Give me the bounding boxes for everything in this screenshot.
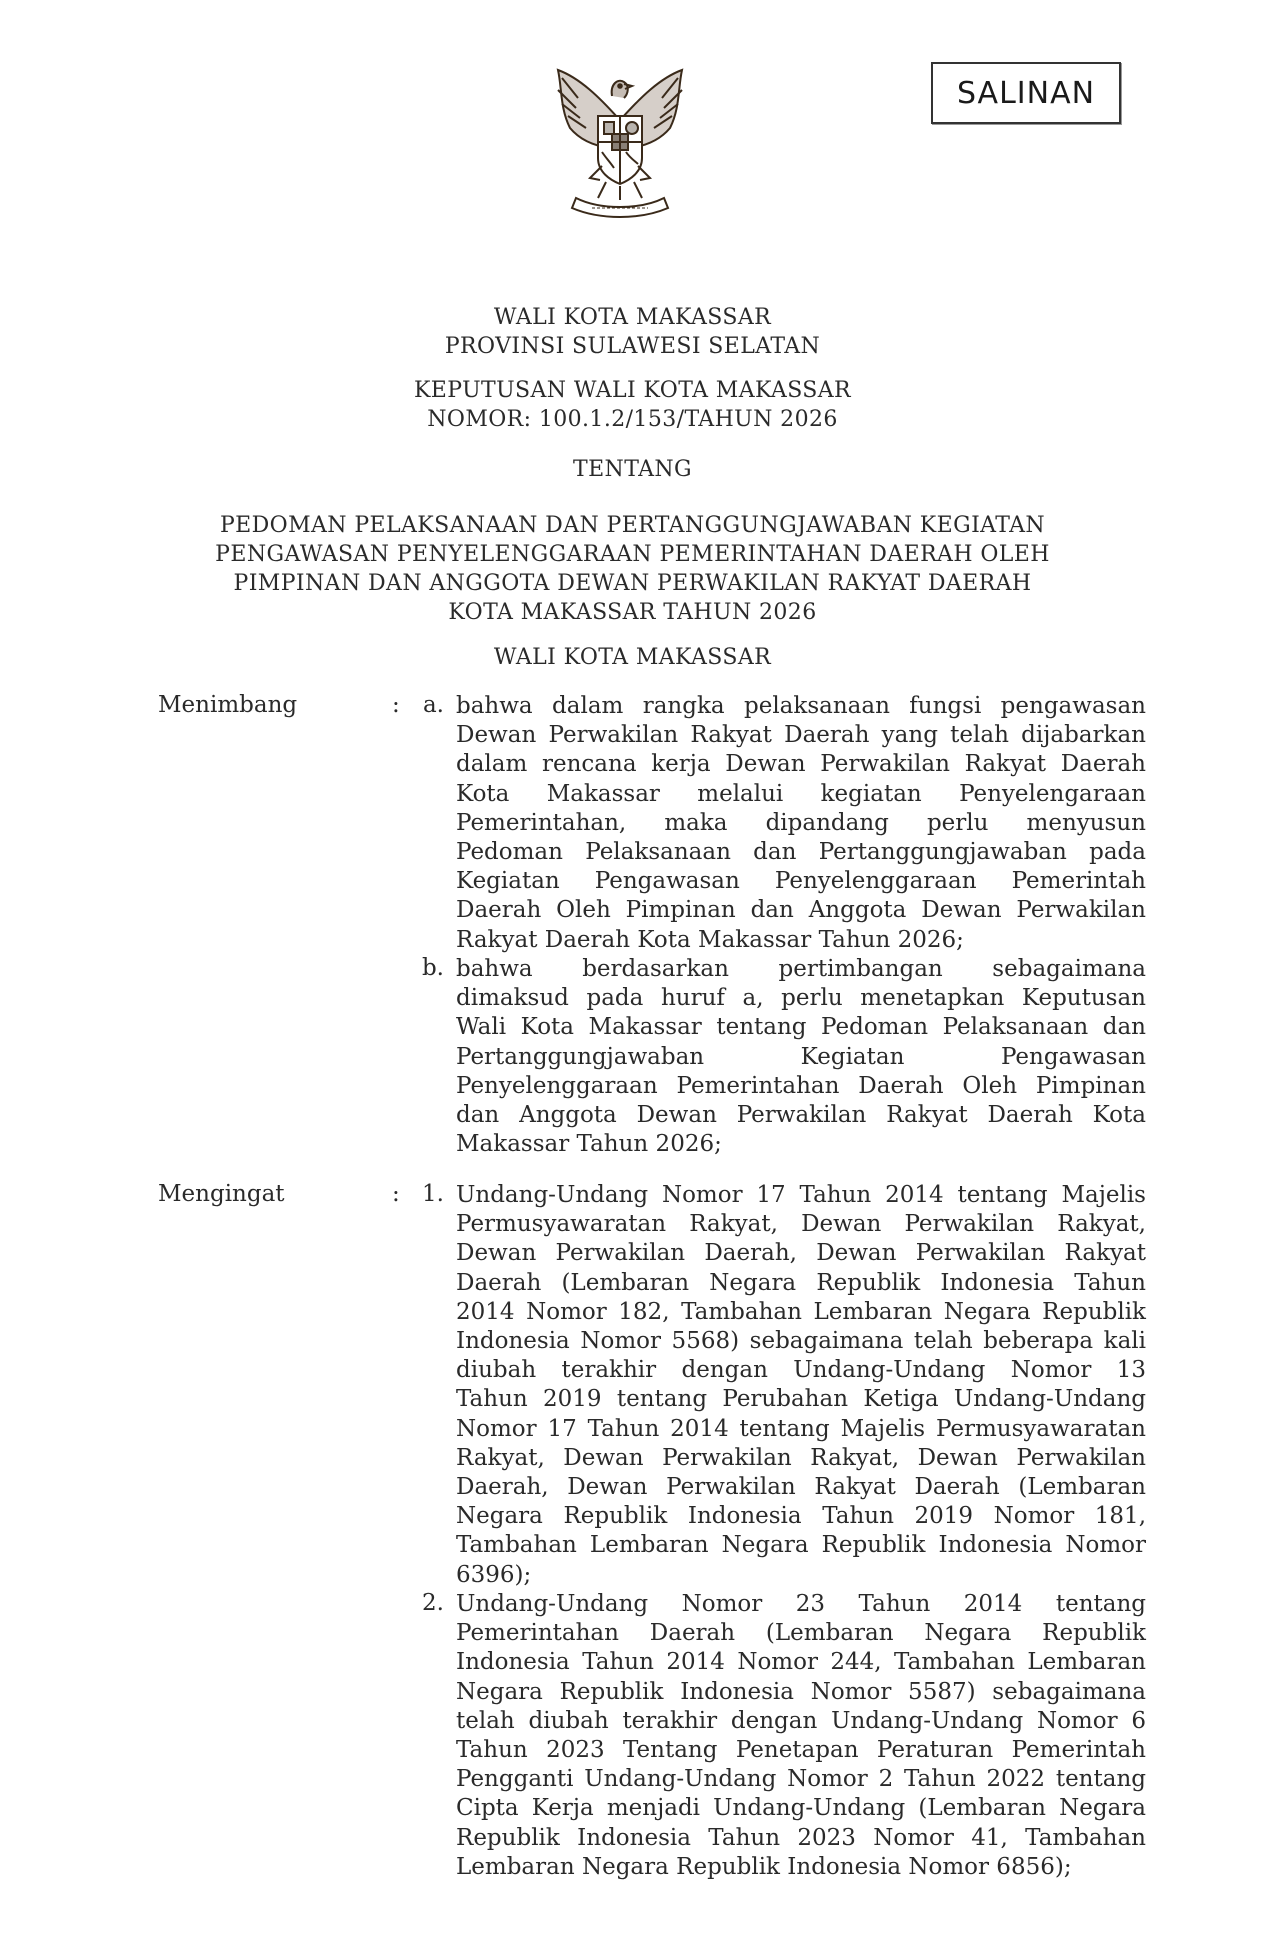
province-title: PROVINSI SULAWESI SELATAN bbox=[444, 334, 821, 359]
text-line: Dewan Perwakilan Rakyat Daerah yang telah dijabarkan bbox=[456, 722, 1146, 749]
text-line: Wali Kota Makassar tentang Pedoman Pelaksanaan dan bbox=[456, 1014, 1146, 1041]
issuer-heading bbox=[0, 643, 1265, 672]
decree-title: KEPUTUSAN WALI KOTA MAKASSAR bbox=[413, 378, 852, 403]
text-line: Dewan Perwakilan Daerah, Dewan Perwakilan Rakyat bbox=[456, 1240, 1146, 1267]
text-line: Undang-Undang Nomor 17 Tahun 2014 tentang Majelis bbox=[456, 1182, 1146, 1208]
subject-line: PIMPINAN DAN ANGGOTA DEWAN PERWAKILAN RAKYAT DAERAH bbox=[233, 571, 1032, 596]
issuer-name: WALI KOTA MAKASSAR bbox=[493, 645, 772, 670]
garuda-pancasila-emblem bbox=[540, 58, 700, 223]
text-line: Penyelenggaraan Pemerintahan Daerah Oleh Pimpinan bbox=[456, 1072, 1146, 1099]
mengingat-item-2 bbox=[456, 1590, 1146, 1882]
text-line: bahwa berdasarkan pertimbangan sebagaimana bbox=[456, 956, 1146, 982]
text-line: Pertanggungjawaban Kegiatan Pengawasan bbox=[456, 1043, 1146, 1070]
menimbang-item-a bbox=[456, 692, 1146, 955]
text-line: dimaksud pada huruf a, perlu menetapkan Keputusan bbox=[456, 985, 1146, 1012]
text-line: Nomor 17 Tahun 2014 tentang Majelis Permusyawaratan bbox=[456, 1415, 1146, 1442]
text-line: Pengganti Undang-Undang Nomor 2 Tahun 2022 tentang bbox=[456, 1766, 1146, 1793]
text-line: Kegiatan Pengawasan Penyelenggaraan Pemerintah bbox=[456, 868, 1146, 895]
text-line: Lembaran Negara Republik Indonesia Nomor 6856); bbox=[456, 1853, 1072, 1880]
text-line: telah diubah terakhir dengan Undang-Undang Nomor 6 bbox=[456, 1707, 1146, 1734]
subject-line: PEDOMAN PELAKSANAAN DAN PERTANGGUNGJAWABAN KEGIATAN bbox=[219, 513, 1046, 538]
subject-line: KOTA MAKASSAR TAHUN 2026 bbox=[448, 600, 817, 625]
text-line: Daerah, Dewan Perwakilan Rakyat Daerah (Lembaran bbox=[456, 1474, 1146, 1501]
text-line: 6396); bbox=[456, 1561, 532, 1588]
text-line: Rakyat, Dewan Perwakilan Rakyat, Dewan Perwakilan bbox=[456, 1444, 1146, 1471]
text-line: Tambahan Lembaran Negara Republik Indonesia Nomor bbox=[456, 1532, 1146, 1559]
menimbang-colon: : bbox=[392, 692, 400, 718]
text-line: diubah terakhir dengan Undang-Undang Nomor 13 bbox=[456, 1357, 1146, 1384]
mengingat-colon: : bbox=[392, 1181, 400, 1207]
text-line: Indonesia Nomor 5568) sebagaimana telah beberapa kali bbox=[456, 1328, 1146, 1355]
menimbang-item-b bbox=[456, 955, 1146, 1159]
item-marker: a. bbox=[422, 692, 444, 718]
item-marker: b. bbox=[421, 955, 444, 981]
tentang-label: TENTANG bbox=[573, 457, 692, 482]
text-line: Republik Indonesia Tahun 2023 Nomor 41, Tambahan bbox=[456, 1824, 1146, 1851]
text-line: Daerah Oleh Pimpinan dan Anggota Dewan Perwakilan bbox=[456, 897, 1146, 924]
text-line: Kota Makassar melalui kegiatan Penyelengaraan bbox=[456, 780, 1146, 807]
menimbang-label: Menimbang bbox=[158, 692, 298, 718]
decree-number: NOMOR: 100.1.2/153/TAHUN 2026 bbox=[427, 407, 838, 432]
salinan-stamp: SALINAN bbox=[931, 62, 1121, 124]
text-line: Tahun 2019 tentang Perubahan Ketiga Undang-Undang bbox=[456, 1386, 1146, 1413]
text-line: Undang-Undang Nomor 23 Tahun 2014 tentang bbox=[456, 1591, 1146, 1617]
text-line: Cipta Kerja menjadi Undang-Undang (Lembaran Negara bbox=[456, 1795, 1146, 1822]
issuer-title: WALI KOTA MAKASSAR bbox=[493, 305, 772, 330]
text-line: Makassar Tahun 2026; bbox=[456, 1131, 722, 1158]
subject-line: PENGAWASAN PENYELENGGARAAN PEMERINTAHAN DAERAH OLEH bbox=[215, 542, 1050, 567]
text-line: Negara Republik Indonesia Nomor 5587) sebagaimana bbox=[456, 1678, 1146, 1705]
text-line: Permusyawaratan Rakyat, Dewan Perwakilan Rakyat, bbox=[456, 1211, 1146, 1238]
mengingat-label: Mengingat bbox=[158, 1181, 285, 1207]
text-line: Rakyat Daerah Kota Makassar Tahun 2026; bbox=[456, 926, 964, 953]
decree-subject bbox=[0, 511, 1265, 627]
text-line: dan Anggota Dewan Perwakilan Rakyat Daerah Kota bbox=[456, 1102, 1146, 1129]
text-line: Daerah (Lembaran Negara Republik Indonesia Tahun bbox=[456, 1269, 1146, 1296]
text-line: Negara Republik Indonesia Tahun 2019 Nomor 181, bbox=[456, 1503, 1146, 1530]
issuer-header bbox=[0, 303, 1265, 361]
item-marker: 1. bbox=[422, 1181, 444, 1207]
text-line: Pemerintahan Daerah (Lembaran Negara Republik bbox=[456, 1620, 1146, 1647]
text-line: Indonesia Tahun 2014 Nomor 244, Tambahan Lembaran bbox=[456, 1649, 1146, 1676]
text-line: bahwa dalam rangka pelaksanaan fungsi pengawasan bbox=[456, 693, 1146, 719]
text-line: Pedoman Pelaksanaan dan Pertanggungjawaban pada bbox=[456, 839, 1146, 866]
text-line: 2014 Nomor 182, Tambahan Lembaran Negara Republik bbox=[456, 1298, 1146, 1325]
decree-header bbox=[0, 376, 1265, 434]
tentang-heading bbox=[0, 455, 1265, 484]
mengingat-item-1 bbox=[456, 1181, 1146, 1590]
text-line: dalam rencana kerja Dewan Perwakilan Rakyat Daerah bbox=[456, 751, 1146, 778]
text-line: Pemerintahan, maka dipandang perlu menyusun bbox=[456, 809, 1146, 836]
text-line: Tahun 2023 Tentang Penetapan Peraturan Pemerintah bbox=[456, 1737, 1146, 1764]
item-marker: 2. bbox=[422, 1590, 444, 1616]
